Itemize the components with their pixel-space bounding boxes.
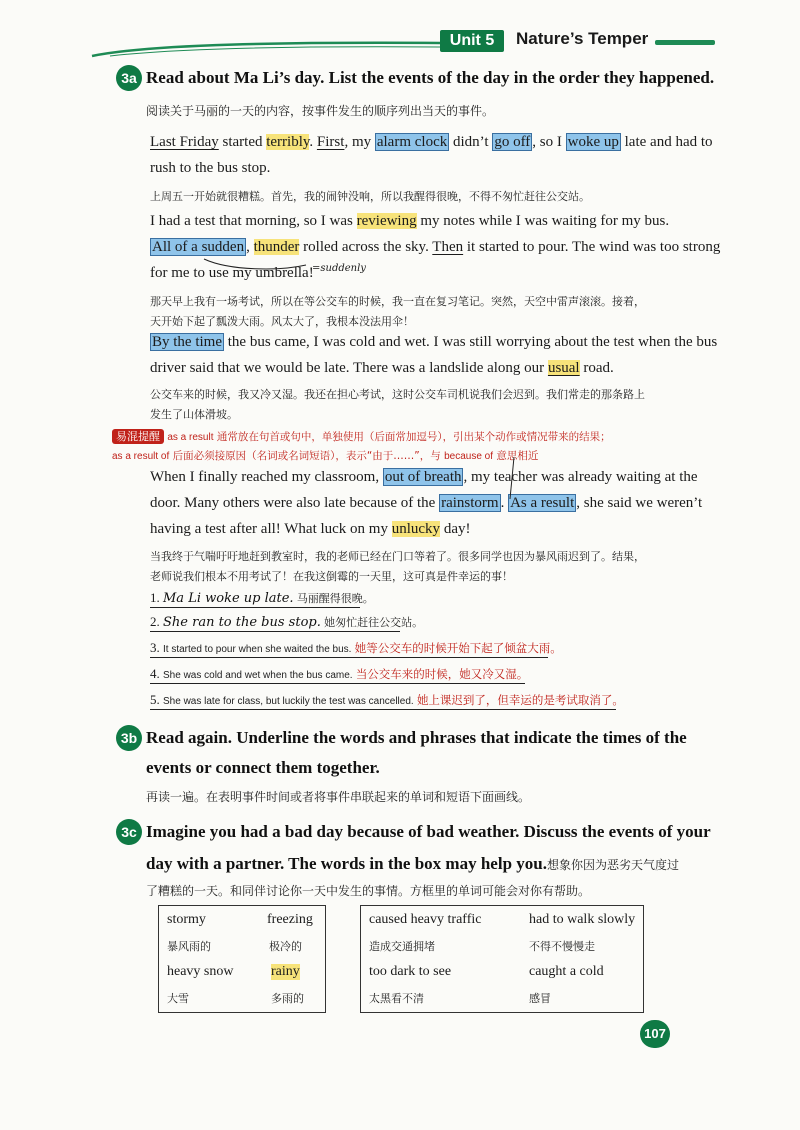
passage-line-3: I had a test that morning, so I was reviewing my notes while I was waiting for my bus. [150, 213, 670, 229]
header-tail-line [655, 40, 715, 45]
header-swoosh [90, 40, 440, 58]
section-3c-heading-zh: 了糟糕的一天。和同伴讨论你一天中发生的事情。方框里的单词可能会对你有帮助。 [146, 884, 591, 898]
word-box-2 [360, 905, 644, 1013]
passage-line-9: door. Many others were also late because of the rainstorm . As a result , she said we weren’t [150, 495, 703, 511]
passage-line-5: for me to use my umbrella! [150, 265, 314, 281]
tip-tag: 易混提醒 [112, 429, 164, 444]
passage-line-8: When I finally reached my classroom, out of breath , my teacher was already waiting at the [150, 469, 698, 485]
word-heavy-snow: heavy snow [167, 964, 234, 979]
passage-zh-2a: 那天早上我有一场考试，所以在等公交车的时候，我一直在复习笔记。突然，天空中雷声滚滚。接着， [150, 295, 645, 308]
section-3a-heading-zh: 阅读关于马丽的一天的内容，按事件发生的顺序列出当天的事件。 [146, 104, 495, 118]
phrase-caught-a-cold: caught a cold [529, 964, 604, 979]
passage-zh-3a: 公交车来的时候，我又冷又湿。我还在担心考试，这时公交车司机说我们会迟到。我们常走的那条路上 [150, 388, 645, 401]
answer-3[interactable]: 3. It started to pour when she waited the bus. 她等公交车的时候开始下起了倾盆大雨。 [150, 640, 548, 658]
passage-line-4: All of a sudden , thunder rolled across the sky. Then it started to pour. The wind was too strong [152, 239, 721, 255]
word-stormy-zh: 暴风雨的 [167, 940, 211, 953]
tip-line-1: 易混提醒 as a result 通常放在句首或句中，单独使用（后面常加逗号），引出某个动作或情况带来的结果； [112, 428, 611, 444]
section-3a-heading: Read about Ma Li’s day. List the events of the day in the order they happened. [146, 68, 715, 87]
answer-1[interactable]: 1. Ma Li woke up late. 马丽醒得很晚。 [150, 590, 374, 606]
section-badge-3b: 3b [116, 725, 142, 751]
unit-badge: Unit 5 [440, 30, 504, 52]
answer-2[interactable]: 2. She ran to the bus stop. 她匆忙赶往公交站。 [150, 614, 424, 630]
unit-title: Nature’s Temper [516, 29, 649, 48]
word-heavy-snow-zh: 大雪 [167, 992, 189, 1005]
passage-zh-4b: 老师说我们根本不用考试了！在我这倒霉的一天里，这可真是件幸运的事！ [150, 570, 513, 583]
section-badge-3a: 3a [116, 65, 142, 91]
phrase-too-dark-to-see-zh: 太黑看不清 [369, 992, 424, 1005]
word-stormy: stormy [167, 912, 206, 927]
section-3b-heading-2: events or connect them together. [146, 758, 380, 777]
word-freezing: freezing [267, 912, 313, 927]
passage-zh-1: 上周五一开始就很糟糕。首先，我的闹钟没响，所以我醒得很晚，不得不匆忙赶往公交站。 [150, 190, 590, 203]
section-3b-heading-zh: 再读一遍。在表明事件时间或者将事件串联起来的单词和短语下面画线。 [146, 790, 531, 804]
passage-line-1: Last Friday started terribly. First, my alarm clock didn’t go off , so I woke up late and had to [150, 134, 713, 150]
note-arrow [200, 255, 310, 273]
phrase-caused-heavy-traffic: caused heavy traffic [369, 912, 482, 927]
tip-line-2: as a result of 后面必须接原因（名词或名词短语），表示“由于……”，与 because of 意思相近 [112, 450, 539, 462]
passage-line-7: driver said that we would be late. There was a landslide along our usual road. [150, 360, 614, 376]
phrase-had-to-walk-slowly-zh: 不得不慢慢走 [529, 940, 595, 953]
word-rainy-zh: 多雨的 [271, 992, 304, 1005]
suddenly-note: =suddenly [312, 263, 366, 274]
section-3c-heading-1: Imagine you had a bad day because of bad weather. Discuss the events of your [146, 822, 711, 841]
passage-line-10: having a test after all! What luck on my unlucky day! [150, 521, 471, 537]
answer-5[interactable]: 5. She was late for class, but luckily the test was cancelled. 她上课迟到了，但幸运的是考试取消了。 [150, 692, 616, 710]
section-3c-heading-2: day with a partner. The words in the box may help you.想象你因为恶劣天气度过 [146, 854, 679, 873]
answer-4[interactable]: 4. She was cold and wet when the bus came. 当公交车来的时候，她又冷又湿。 [150, 666, 525, 684]
word-rainy: rainy [271, 964, 300, 979]
phrase-caused-heavy-traffic-zh: 造成交通拥堵 [369, 940, 435, 953]
passage-zh-2b: 天开始下起了瓢泼大雨。风太大了，我根本没法用伞！ [150, 315, 414, 328]
phrase-had-to-walk-slowly: had to walk slowly [529, 912, 636, 927]
word-box-1 [158, 905, 326, 1013]
passage-line-2: rush to the bus stop. [150, 160, 271, 176]
connector-line [500, 455, 520, 505]
passage-line-6: By the time the bus came, I was cold and wet. I was still worrying about the test when the bus [152, 334, 718, 350]
phrase-too-dark-to-see: too dark to see [369, 964, 452, 979]
page-number: 107 [640, 1020, 670, 1048]
passage-zh-3b: 发生了山体滑坡。 [150, 408, 238, 421]
section-3b-heading-1: Read again. Underline the words and phrases that indicate the times of the [146, 728, 687, 747]
section-badge-3c: 3c [116, 819, 142, 845]
phrase-caught-a-cold-zh: 感冒 [529, 992, 551, 1005]
word-freezing-zh: 极冷的 [269, 940, 302, 953]
passage-zh-4a: 当我终于气喘吁吁地赶到教室时，我的老师已经在门口等着了。很多同学也因为暴风雨迟到了。结果， [150, 550, 645, 563]
